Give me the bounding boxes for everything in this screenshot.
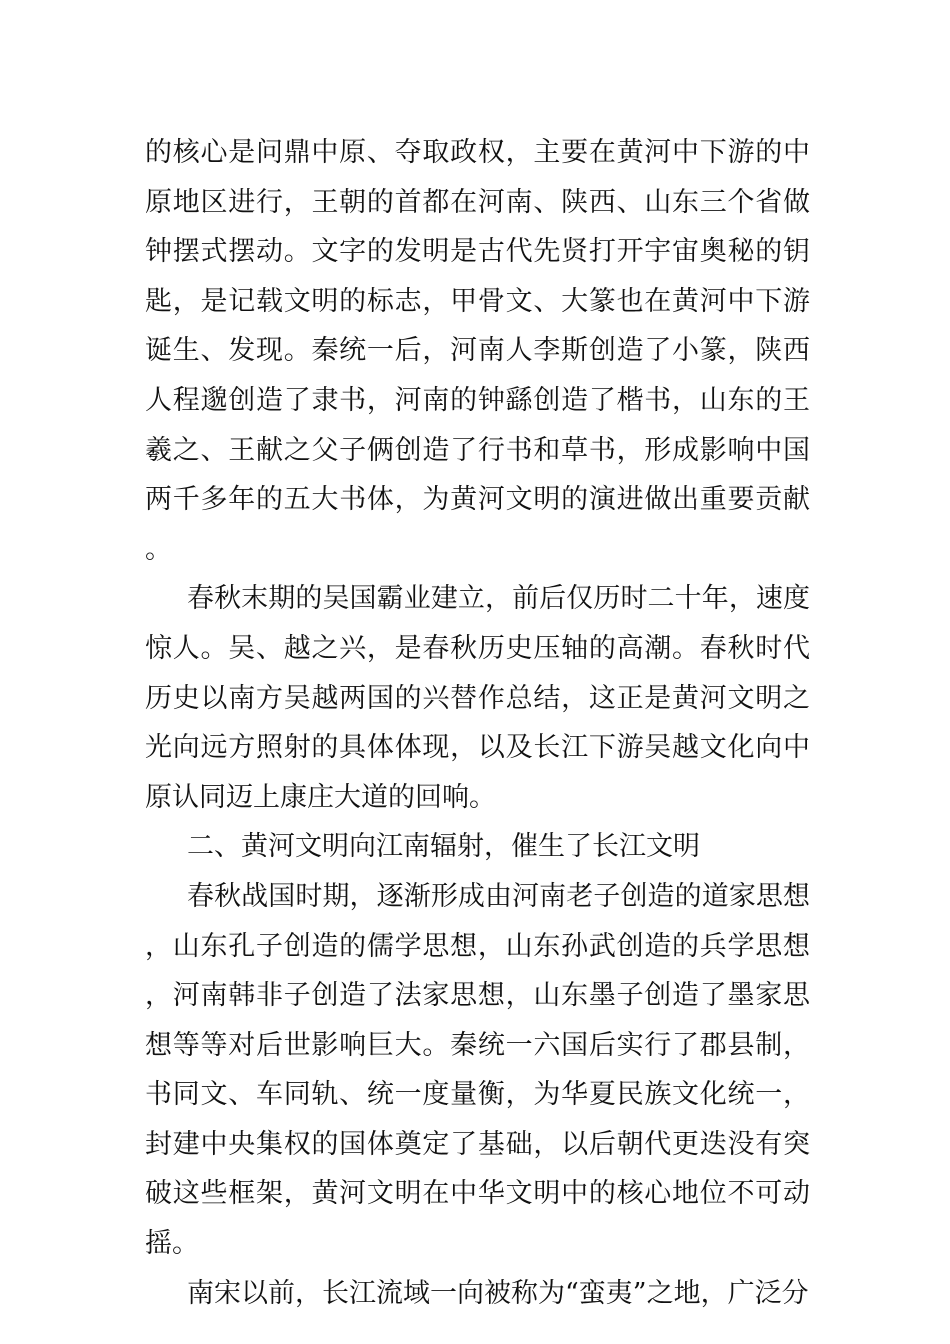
text-line: 春秋末期的吴国霸业建立，前后仅历时二十年，速度惊 bbox=[145, 583, 810, 664]
text-line: 对后世影响巨大。秦统一六国后实行了郡县制，书同文、 bbox=[145, 1029, 811, 1111]
text-line: 权的国体奠定了基础，以后朝代更迭没有突破这些框架， bbox=[145, 1128, 811, 1210]
text-line: 方照射的具体体现，以及长江下游吴越文化向中原认同迈 bbox=[145, 732, 811, 813]
text-line: 车同轨、统一度量衡，为华夏民族文化统一，封建中央集 bbox=[145, 1079, 811, 1160]
text-line: 以南方吴越两国的兴替作总结，这正是黄河文明之光向远 bbox=[145, 682, 811, 764]
paragraph-wu-state bbox=[145, 574, 810, 822]
text-line: 的核心是问鼎中原、夺取政权，主要在黄河中下游的中原 bbox=[145, 137, 810, 218]
body-text bbox=[145, 128, 810, 1318]
text-line: 现。秦统一后，河南人李斯创造了小篆，陕西人程邈创造 bbox=[145, 335, 811, 416]
text-line: 南宋以前，长江流域一向被称为“蛮夷”之地，广泛分 bbox=[187, 1277, 809, 1309]
text-line: 黄河文明在中华文明中的核心地位不可动摇。 bbox=[145, 1178, 811, 1260]
paragraph-writing-systems bbox=[145, 128, 810, 574]
text-line: 南韩非子创造了法家思想，山东墨子创造了墨家思想等等 bbox=[145, 980, 811, 1061]
text-line: 地区进行，王朝的首都在河南、陕西、山东三个省做钟摆 bbox=[145, 186, 811, 268]
text-line: 山东孔子创造的儒学思想，山东孙武创造的兵学思想，河 bbox=[145, 930, 811, 1012]
text-line: 人。吴、越之兴，是春秋历史压轴的高潮。春秋时代历史 bbox=[145, 632, 811, 714]
paragraph-warring-states bbox=[145, 872, 810, 1269]
text-line: 了隶书，河南的钟繇创造了楷书，山东的王羲之、王献之 bbox=[145, 384, 811, 466]
text-line: 父子俩创造了行书和草书，形成影响中国两千多年的五大 bbox=[145, 434, 811, 516]
text-line: 书体，为黄河文明的演进做出重要贡献。 bbox=[145, 484, 811, 565]
paragraph-southern-song bbox=[145, 1269, 810, 1319]
section-heading-text: 二、黄河文明向江南辐射，催生了长江文明 bbox=[187, 831, 700, 863]
text-line: 上康庄大道的回响。 bbox=[253, 781, 496, 813]
section-heading bbox=[145, 822, 810, 872]
text-line: 春秋战国时期，逐渐形成由河南老子创造的道家思想， bbox=[145, 880, 810, 962]
text-line: 式摆动。文字的发明是古代先贤打开宇宙奥秘的钥匙，是 bbox=[145, 236, 811, 317]
text-line: 记载文明的标志，甲骨文、大篆也在黄河中下游诞生、发 bbox=[145, 285, 811, 367]
